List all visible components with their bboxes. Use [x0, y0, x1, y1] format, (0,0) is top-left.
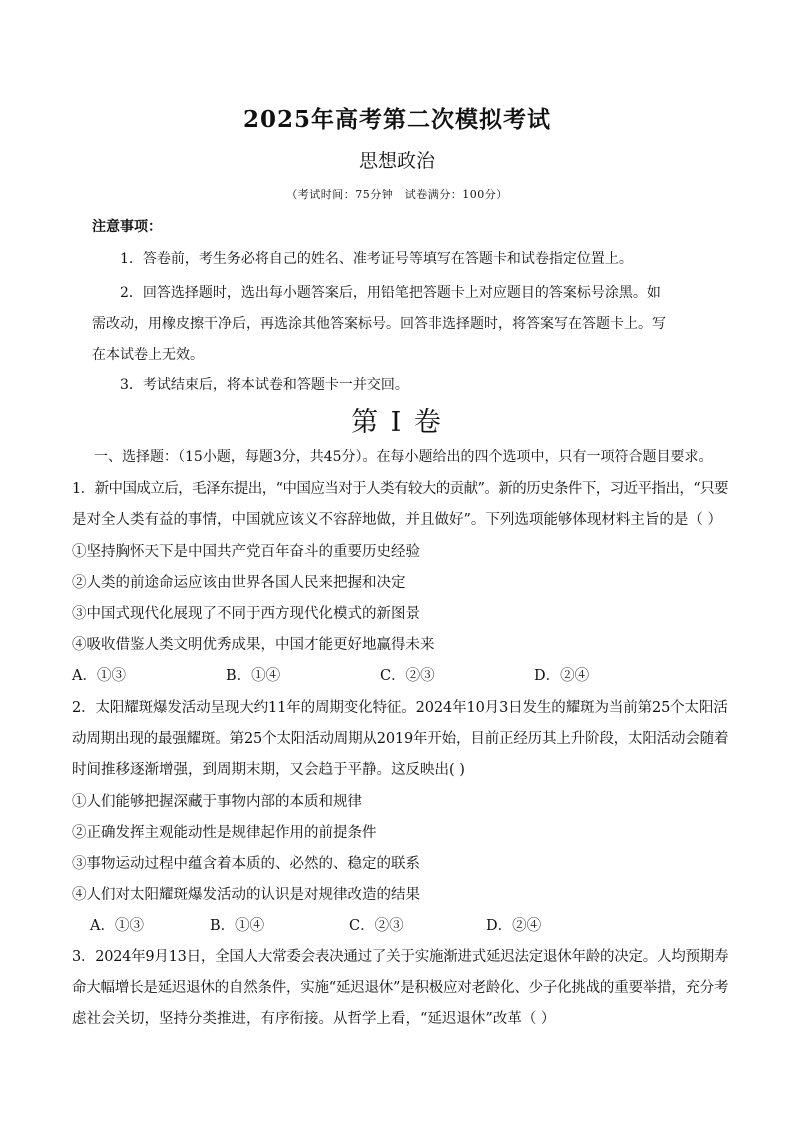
notes-title: 注意事项：: [92, 219, 162, 235]
choice-c: C．②③: [380, 668, 435, 684]
question-2-line: 2．太阳耀斑爆发活动呈现大约11年的周期变化特征。2024年10月3日发生的耀斑为当前第25个太阳活: [72, 700, 728, 716]
choice-d: D．②④: [534, 668, 590, 684]
question-3-line: 命大幅增长是延迟退休的自然条件，实施“延迟退休”是积极应对老龄化、少子化挑战的重要举措，充分考: [72, 980, 729, 996]
question-1-choices: [72, 664, 589, 685]
question-1-option: ②人类的前途命运应该由世界各国人民来把握和决定: [72, 575, 406, 591]
subject-title: 思想政治: [358, 150, 435, 172]
question-2-line: 时间推移逐渐增强，到周期末期，又会趋于平静。这反映出( ): [72, 762, 465, 778]
notes-line: 需改动，用橡皮擦干净后，再选涂其他答案标号。回答非选择题时，将答案写在答题卡上。写: [92, 316, 666, 332]
question-2-option: ③事物运动过程中蕴含着本质的、必然的、稳定的联系: [72, 856, 420, 872]
choice-a: A．①③: [72, 668, 126, 684]
notes-line: 1．答卷前，考生务必将自己的姓名、准考证号等填写在答题卡和试卷指定位置上。: [120, 251, 633, 267]
notes-line: 2．回答选择题时，选出每小题答案后，用铅笔把答题卡上对应题目的答案标号涂黑。如: [120, 285, 661, 301]
question-2-option: ①人们能够把握深藏于事物内部的本质和规律: [72, 794, 362, 810]
question-2-line: 动周期出现的最强耀斑。第25个太阳活动周期从2019年开始，目前正经历其上升阶段，太阳活动会随着: [72, 731, 729, 747]
question-3-line: 3．2024年9月13日，全国人大常委会表决通过了关于实施渐进式延迟法定退休年龄的决定。人均预期寿: [72, 949, 729, 965]
question-2-option: ④人们对太阳耀斑爆发活动的认识是对规律改造的结果: [72, 887, 420, 903]
choice-a: A．①③: [90, 918, 144, 934]
question-1-option: ④吸收借鉴人类文明优秀成果，中国才能更好地赢得未来: [72, 637, 435, 653]
notes-line: 在本试卷上无效。: [92, 347, 204, 363]
exam-title: 2025年高考第二次模拟考试: [242, 106, 551, 133]
choice-c: C．②③: [349, 918, 404, 934]
choice-d: D．②④: [486, 918, 542, 934]
question-2-option: ②正确发挥主观能动性是规律起作用的前提条件: [72, 825, 377, 841]
question-1-option: ③中国式现代化展现了不同于西方现代化模式的新图景: [72, 606, 420, 622]
exam-info: （考试时间：75分钟 试卷满分：100分）: [286, 188, 508, 201]
section-title: 第 I 卷: [351, 407, 443, 438]
notes-line: 3．考试结束后，将本试卷和答题卡一并交回。: [120, 377, 409, 393]
question-2-choices: [90, 914, 541, 935]
choice-b: B．①④: [226, 668, 281, 684]
question-3-line: 虑社会关切，坚持分类推进，有序衔接。从哲学上看，“延迟退休”改革（ ）: [72, 1011, 556, 1027]
question-1-option: ①坚持胸怀天下是中国共产党百年奋斗的重要历史经验: [72, 544, 420, 560]
section-instruction: 一、选择题：（15小题，每题3分，共45分）。在每小题给出的四个选项中，只有一项符合题目要求。: [94, 449, 713, 465]
question-1-line: 是对全人类有益的事情，中国就应该义不容辞地做，并且做好”。下列选项能够体现材料主旨的是（ ）: [72, 512, 723, 528]
choice-b: B．①④: [210, 918, 265, 934]
question-1-line: 1．新中国成立后，毛泽东提出，“中国应当对于人类有较大的贡献”。新的历史条件下，习近平指出，“只要: [72, 481, 728, 497]
